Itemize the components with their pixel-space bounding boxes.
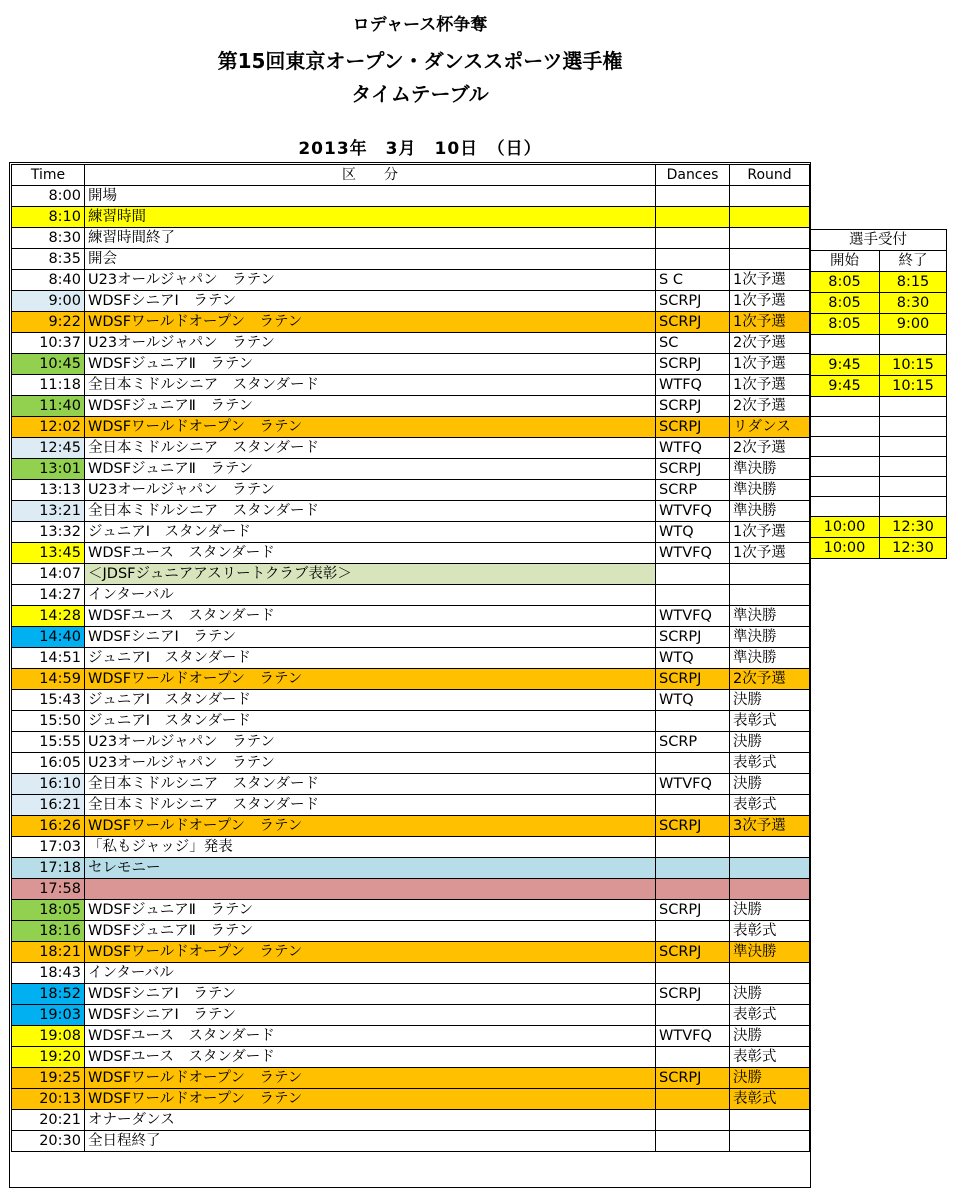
cell-round: リダンス: [730, 417, 810, 438]
cell-division: U23オールジャパン ラテン: [85, 270, 656, 291]
cell-dances: WTFQ: [656, 438, 730, 459]
table-row: [12, 1131, 810, 1152]
cell-dances: [656, 207, 730, 228]
reception-end: 9:00: [880, 314, 947, 335]
cell-dances: WTQ: [656, 648, 730, 669]
cell-dances: [656, 228, 730, 249]
cell-round: [730, 564, 810, 585]
cell-time: 8:30: [12, 228, 85, 249]
cell-dances: SCRPJ: [656, 984, 730, 1005]
cell-time: 9:22: [12, 312, 85, 333]
table-row: [12, 963, 810, 984]
cell-division: WDSFユース スタンダード: [85, 1026, 656, 1047]
cell-time: 20:13: [12, 1089, 85, 1110]
cell-division: U23オールジャパン ラテン: [85, 753, 656, 774]
cell-division: インターバル: [85, 585, 656, 606]
cell-division: WDSFジュニアⅡ ラテン: [85, 354, 656, 375]
reception-end: [880, 477, 947, 497]
reception-row: [810, 497, 947, 517]
cell-round: 表彰式: [730, 753, 810, 774]
reception-row: [810, 417, 947, 437]
cell-dances: S C: [656, 270, 730, 291]
cell-time: 17:03: [12, 837, 85, 858]
cell-time: 16:21: [12, 795, 85, 816]
cell-dances: SCRPJ: [656, 291, 730, 312]
cell-division: ＜JDSFジュニアアスリートクラブ表彰＞: [85, 564, 656, 585]
cell-dances: WTFQ: [656, 375, 730, 396]
cell-time: 14:28: [12, 606, 85, 627]
cell-round: 2次予選: [730, 396, 810, 417]
cell-round: [730, 858, 810, 879]
cell-dances: WTVFQ: [656, 543, 730, 564]
cell-dances: [656, 249, 730, 270]
cell-time: 18:43: [12, 963, 85, 984]
cell-dances: SCRP: [656, 480, 730, 501]
cell-time: 8:10: [12, 207, 85, 228]
reception-row: [810, 397, 947, 417]
reception-table: [809, 229, 947, 559]
cell-division: オナーダンス: [85, 1110, 656, 1131]
timetable: [11, 164, 810, 1152]
cell-dances: [656, 1131, 730, 1152]
cell-division: 練習時間終了: [85, 228, 656, 249]
cell-round: [730, 879, 810, 900]
cell-time: 9:00: [12, 291, 85, 312]
event-title: 第15回東京オープン・ダンススポーツ選手権: [217, 49, 623, 73]
cell-division: WDSFワールドオープン ラテン: [85, 816, 656, 837]
reception-row: [810, 335, 947, 355]
table-row: [12, 1047, 810, 1068]
cell-dances: [656, 753, 730, 774]
cell-round: 表彰式: [730, 1089, 810, 1110]
cell-division: 全日本ミドルシニア スタンダード: [85, 795, 656, 816]
table-row: [12, 753, 810, 774]
cell-round: 2次予選: [730, 669, 810, 690]
cell-time: 15:43: [12, 690, 85, 711]
cell-dances: [656, 879, 730, 900]
cell-time: 13:01: [12, 459, 85, 480]
reception-start: [810, 457, 880, 477]
cell-division: ジュニアⅠ スタンダード: [85, 690, 656, 711]
cell-time: 10:37: [12, 333, 85, 354]
cell-round: 表彰式: [730, 711, 810, 732]
reception-start: 9:45: [810, 355, 880, 376]
reception-start: 10:00: [810, 538, 880, 559]
cell-dances: SCRPJ: [656, 312, 730, 333]
cell-time: 18:16: [12, 921, 85, 942]
cell-round: 準決勝: [730, 648, 810, 669]
cell-division: 開場: [85, 186, 656, 207]
table-row: [12, 312, 810, 333]
table-row: [12, 333, 810, 354]
cell-dances: WTVFQ: [656, 501, 730, 522]
event-sponsor-title: ロデャース杯争奪: [352, 15, 488, 35]
cell-round: 表彰式: [730, 921, 810, 942]
cell-dances: [656, 963, 730, 984]
reception-row: [810, 538, 947, 559]
table-row: [12, 732, 810, 753]
cell-round: 決勝: [730, 900, 810, 921]
cell-round: [730, 1131, 810, 1152]
cell-round: 2次予選: [730, 438, 810, 459]
cell-division: WDSFシニアⅠ ラテン: [85, 984, 656, 1005]
table-row: [12, 291, 810, 312]
cell-time: 15:50: [12, 711, 85, 732]
cell-round: 1次予選: [730, 375, 810, 396]
cell-dances: [656, 1047, 730, 1068]
cell-round: 表彰式: [730, 1005, 810, 1026]
cell-round: 準決勝: [730, 942, 810, 963]
cell-time: 17:58: [12, 879, 85, 900]
cell-round: [730, 963, 810, 984]
cell-dances: SCRPJ: [656, 942, 730, 963]
cell-dances: WTQ: [656, 522, 730, 543]
cell-round: 1次予選: [730, 270, 810, 291]
reception-end: [880, 397, 947, 417]
reception-start: [810, 497, 880, 517]
cell-round: 決勝: [730, 774, 810, 795]
document-title: タイムテーブル: [351, 82, 489, 106]
cell-round: [730, 207, 810, 228]
cell-round: 2次予選: [730, 333, 810, 354]
cell-dances: [656, 711, 730, 732]
reception-end: [880, 437, 947, 457]
reception-end: 12:30: [880, 538, 947, 559]
table-row: [12, 858, 810, 879]
cell-dances: WTQ: [656, 690, 730, 711]
table-row: [12, 417, 810, 438]
cell-division: U23オールジャパン ラテン: [85, 732, 656, 753]
cell-dances: SCRPJ: [656, 396, 730, 417]
cell-round: 決勝: [730, 1068, 810, 1089]
reception-row: [810, 477, 947, 497]
cell-round: [730, 249, 810, 270]
cell-division: WDSFシニアⅠ ラテン: [85, 1005, 656, 1026]
cell-time: 14:40: [12, 627, 85, 648]
cell-division: U23オールジャパン ラテン: [85, 333, 656, 354]
table-row: [12, 816, 810, 837]
table-row: [12, 459, 810, 480]
cell-time: 12:45: [12, 438, 85, 459]
table-row: [12, 375, 810, 396]
cell-division: 「私もジャッジ」発表: [85, 837, 656, 858]
cell-dances: [656, 585, 730, 606]
cell-dances: WTVFQ: [656, 1026, 730, 1047]
cell-round: [730, 186, 810, 207]
cell-division: ジュニアⅠ スタンダード: [85, 648, 656, 669]
table-row: [12, 564, 810, 585]
cell-time: 13:21: [12, 501, 85, 522]
cell-round: 決勝: [730, 690, 810, 711]
table-row: [12, 690, 810, 711]
reception-end: 12:30: [880, 517, 947, 538]
cell-dances: [656, 858, 730, 879]
header-division: 区 分: [85, 165, 656, 186]
cell-time: 16:10: [12, 774, 85, 795]
cell-time: 8:35: [12, 249, 85, 270]
cell-division: 全日本ミドルシニア スタンダード: [85, 501, 656, 522]
cell-time: 20:21: [12, 1110, 85, 1131]
cell-round: 決勝: [730, 984, 810, 1005]
table-row: [12, 837, 810, 858]
cell-time: 10:45: [12, 354, 85, 375]
reception-end: [880, 497, 947, 517]
cell-time: 19:25: [12, 1068, 85, 1089]
cell-time: 11:40: [12, 396, 85, 417]
cell-division: WDSFワールドオープン ラテン: [85, 669, 656, 690]
cell-division: WDSFジュニアⅡ ラテン: [85, 396, 656, 417]
cell-time: 13:32: [12, 522, 85, 543]
cell-round: [730, 1110, 810, 1131]
cell-dances: SC: [656, 333, 730, 354]
cell-time: 19:03: [12, 1005, 85, 1026]
cell-dances: [656, 1110, 730, 1131]
table-row: [12, 228, 810, 249]
cell-division: インターバル: [85, 963, 656, 984]
reception-start: 10:00: [810, 517, 880, 538]
reception-end: 10:15: [880, 376, 947, 397]
cell-division: WDSFユース スタンダード: [85, 606, 656, 627]
table-row: [12, 669, 810, 690]
reception-end: 10:15: [880, 355, 947, 376]
cell-division: U23オールジャパン ラテン: [85, 480, 656, 501]
reception-start: [810, 437, 880, 457]
cell-division: ジュニアⅠ スタンダード: [85, 711, 656, 732]
cell-round: 決勝: [730, 732, 810, 753]
cell-time: 13:13: [12, 480, 85, 501]
table-row: [12, 627, 810, 648]
cell-division: WDSFジュニアⅡ ラテン: [85, 459, 656, 480]
header-time: Time: [12, 165, 85, 186]
cell-division: WDSFジュニアⅡ ラテン: [85, 900, 656, 921]
reception-title: 選手受付: [810, 230, 947, 251]
cell-division: 全日本ミドルシニア スタンダード: [85, 375, 656, 396]
cell-round: 準決勝: [730, 501, 810, 522]
cell-round: 準決勝: [730, 459, 810, 480]
table-row: [12, 522, 810, 543]
cell-dances: [656, 837, 730, 858]
table-row: [12, 900, 810, 921]
table-row: [12, 879, 810, 900]
table-row: [12, 1089, 810, 1110]
cell-round: 1次予選: [730, 522, 810, 543]
cell-division: WDSFユース スタンダード: [85, 1047, 656, 1068]
cell-time: 14:59: [12, 669, 85, 690]
cell-time: 18:05: [12, 900, 85, 921]
table-row: [12, 396, 810, 417]
table-row: [12, 186, 810, 207]
cell-dances: SCRPJ: [656, 627, 730, 648]
reception-start-header: 開始: [810, 251, 880, 272]
cell-dances: WTVFQ: [656, 774, 730, 795]
cell-division: WDSFシニアⅠ ラテン: [85, 291, 656, 312]
event-date: 2013年 3月 10日 （日）: [298, 139, 542, 159]
cell-time: 8:00: [12, 186, 85, 207]
cell-time: 16:05: [12, 753, 85, 774]
reception-row: [810, 457, 947, 477]
cell-round: 準決勝: [730, 627, 810, 648]
cell-round: 1次予選: [730, 291, 810, 312]
cell-round: [730, 837, 810, 858]
reception-end: 8:15: [880, 272, 947, 293]
cell-division: 全日本ミドルシニア スタンダード: [85, 774, 656, 795]
cell-round: 1次予選: [730, 354, 810, 375]
cell-time: 14:51: [12, 648, 85, 669]
cell-division: 練習時間: [85, 207, 656, 228]
cell-dances: [656, 186, 730, 207]
cell-round: [730, 228, 810, 249]
cell-round: 準決勝: [730, 606, 810, 627]
reception-end: [880, 335, 947, 355]
cell-round: 表彰式: [730, 795, 810, 816]
cell-division: 全日程終了: [85, 1131, 656, 1152]
table-row: [12, 711, 810, 732]
cell-time: 17:18: [12, 858, 85, 879]
reception-start: [810, 335, 880, 355]
reception-header-row: [810, 251, 947, 272]
reception-start: 8:05: [810, 293, 880, 314]
cell-division: WDSFワールドオープン ラテン: [85, 942, 656, 963]
reception-row: [810, 355, 947, 376]
table-row: [12, 984, 810, 1005]
cell-dances: [656, 921, 730, 942]
cell-time: 15:55: [12, 732, 85, 753]
reception-title-row: [810, 230, 947, 251]
cell-division: WDSFワールドオープン ラテン: [85, 312, 656, 333]
reception-start: 8:05: [810, 314, 880, 335]
reception-end: [880, 457, 947, 477]
cell-round: 表彰式: [730, 1047, 810, 1068]
table-row: [12, 543, 810, 564]
cell-time: 12:02: [12, 417, 85, 438]
cell-round: 3次予選: [730, 816, 810, 837]
cell-round: 1次予選: [730, 312, 810, 333]
cell-division: WDSFジュニアⅡ ラテン: [85, 921, 656, 942]
cell-time: 16:26: [12, 816, 85, 837]
cell-division: WDSFシニアⅠ ラテン: [85, 627, 656, 648]
table-row: [12, 501, 810, 522]
table-row: [12, 942, 810, 963]
table-row: [12, 921, 810, 942]
table-row: [12, 795, 810, 816]
cell-dances: SCRPJ: [656, 459, 730, 480]
table-row: [12, 1110, 810, 1131]
cell-division: WDSFユース スタンダード: [85, 543, 656, 564]
cell-time: 18:21: [12, 942, 85, 963]
cell-division: [85, 879, 656, 900]
cell-dances: SCRPJ: [656, 417, 730, 438]
table-row: [12, 480, 810, 501]
reception-start: [810, 397, 880, 417]
cell-round: 1次予選: [730, 543, 810, 564]
table-row: [12, 354, 810, 375]
cell-round: 準決勝: [730, 480, 810, 501]
header-round: Round: [730, 165, 810, 186]
cell-division: 全日本ミドルシニア スタンダード: [85, 438, 656, 459]
reception-row: [810, 293, 947, 314]
reception-start: 8:05: [810, 272, 880, 293]
cell-dances: [656, 564, 730, 585]
cell-division: WDSFワールドオープン ラテン: [85, 1068, 656, 1089]
cell-dances: SCRPJ: [656, 1068, 730, 1089]
reception-row: [810, 376, 947, 397]
reception-row: [810, 314, 947, 335]
cell-division: 開会: [85, 249, 656, 270]
cell-time: 11:18: [12, 375, 85, 396]
reception-row: [810, 437, 947, 457]
cell-division: ジュニアⅠ スタンダード: [85, 522, 656, 543]
cell-dances: SCRP: [656, 732, 730, 753]
cell-time: 19:08: [12, 1026, 85, 1047]
cell-time: 13:45: [12, 543, 85, 564]
cell-time: 19:20: [12, 1047, 85, 1068]
table-row: [12, 1026, 810, 1047]
table-row: [12, 585, 810, 606]
reception-start: [810, 417, 880, 437]
cell-time: 18:52: [12, 984, 85, 1005]
cell-dances: WTVFQ: [656, 606, 730, 627]
table-row: [12, 270, 810, 291]
cell-dances: SCRPJ: [656, 900, 730, 921]
reception-start: [810, 477, 880, 497]
cell-division: WDSFワールドオープン ラテン: [85, 417, 656, 438]
table-row: [12, 1005, 810, 1026]
cell-time: 14:27: [12, 585, 85, 606]
table-row: [12, 249, 810, 270]
reception-end: 8:30: [880, 293, 947, 314]
table-row: [12, 207, 810, 228]
table-row: [12, 1068, 810, 1089]
table-row: [12, 648, 810, 669]
cell-division: セレモニー: [85, 858, 656, 879]
reception-start: 9:45: [810, 376, 880, 397]
cell-dances: SCRPJ: [656, 816, 730, 837]
cell-time: 14:07: [12, 564, 85, 585]
cell-division: WDSFワールドオープン ラテン: [85, 1089, 656, 1110]
cell-dances: [656, 795, 730, 816]
cell-dances: [656, 1089, 730, 1110]
table-row: [12, 606, 810, 627]
cell-time: 20:30: [12, 1131, 85, 1152]
cell-dances: SCRPJ: [656, 669, 730, 690]
cell-round: [730, 585, 810, 606]
table-row: [12, 438, 810, 459]
reception-end-header: 終了: [880, 251, 947, 272]
table-row: [12, 774, 810, 795]
header-dances: Dances: [656, 165, 730, 186]
cell-dances: SCRPJ: [656, 354, 730, 375]
reception-end: [880, 417, 947, 437]
reception-row: [810, 272, 947, 293]
timetable-header-row: [12, 165, 810, 186]
cell-time: 8:40: [12, 270, 85, 291]
cell-dances: [656, 1005, 730, 1026]
reception-row: [810, 517, 947, 538]
cell-round: 決勝: [730, 1026, 810, 1047]
